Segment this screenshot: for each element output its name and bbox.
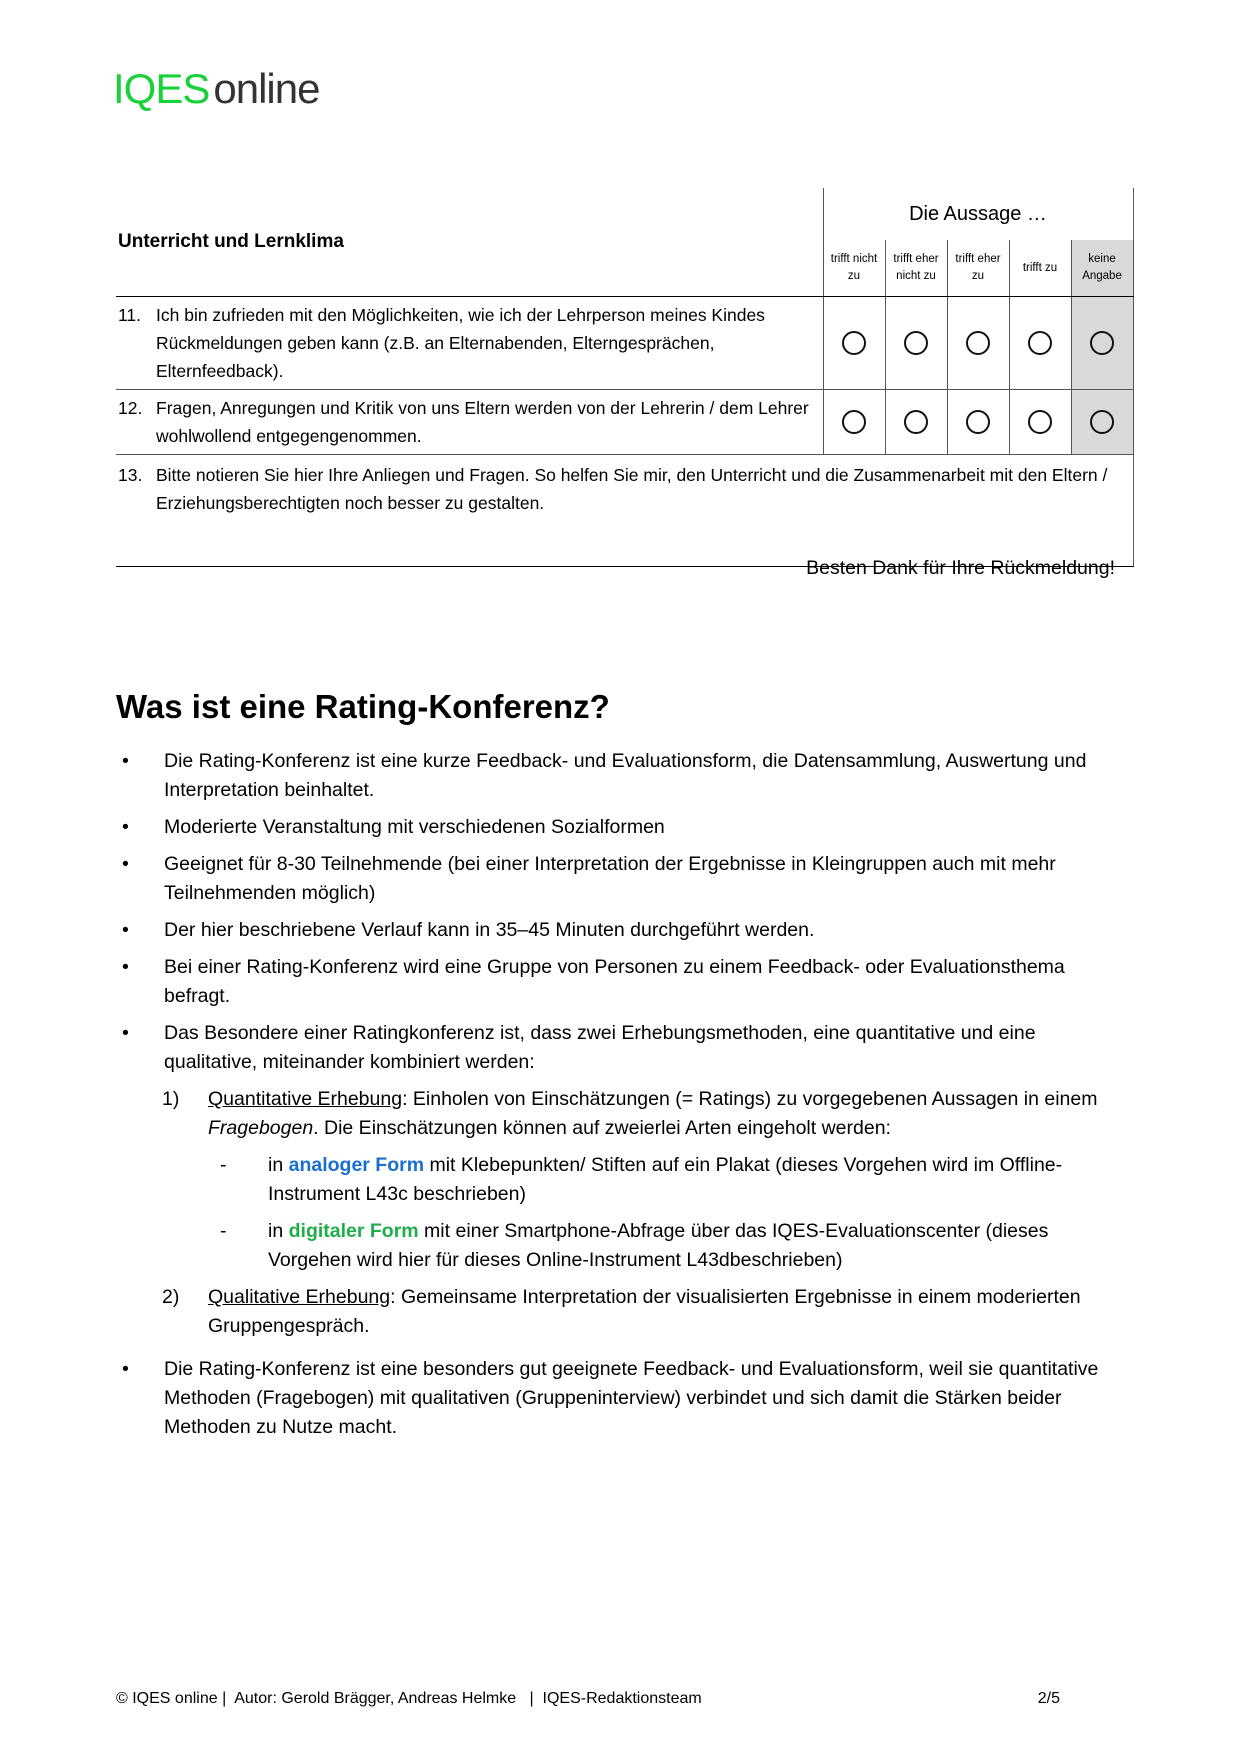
iqes-online-logo bbox=[113, 65, 320, 112]
question-row bbox=[116, 297, 1133, 390]
analog-form-highlight: analoger Form bbox=[288, 1154, 425, 1176]
thanks-text: Besten Dank für Ihre Rückmeldung! bbox=[806, 557, 1115, 579]
sub-item-digital: - in digitaler Form mit einer Smartphone-Abfrage über das IQES-Evaluationscenter (dieses Vorgehen wird hier für dieses Online-Instrument L43dbeschrieben) bbox=[220, 1220, 1049, 1271]
bullet-item: • Die Rating-Konferenz ist eine besonders gut geeignete Feedback- und Evaluationsform, weil sie quantitative Methoden (Fragebogen) mit qualitativen (Gruppeninterview) verbindet und sich damit die Stärken beider Methoden zu Nutze macht. bbox=[122, 1358, 1099, 1438]
bullet-item: • Der hier beschriebene Verlauf kann in 35–45 Minuten durchgeführt werden. bbox=[122, 919, 815, 941]
sub-item-analog: - in analoger Form mit Klebepunkten/ Stiften auf ein Plakat (dieses Vorgehen wird im Offline-Instrument L43c beschrieben) bbox=[220, 1154, 1063, 1205]
question-11: 11. Ich bin zufrieden mit den Möglichkeiten, wie ich der Lehrperson meines Kindes Rückmeldungen geben kann (z.B. an Elternabenden, Elterngesprächen, Elternfeedback). bbox=[116, 297, 823, 390]
question-row bbox=[116, 390, 1133, 455]
section-title: Unterricht und Lernklima bbox=[116, 188, 823, 297]
bullet-item: • Das Besondere einer Ratingkonferenz ist, dass zwei Erhebungsmethoden, eine quantitative und eine qualitative, miteinander kombiniert werden: bbox=[122, 1022, 1036, 1073]
logo-iqes: IQES bbox=[113, 65, 210, 112]
radio-button[interactable] bbox=[842, 410, 866, 434]
page-footer bbox=[116, 1690, 1060, 1708]
digital-form-highlight: digitaler Form bbox=[288, 1220, 419, 1242]
method-qualitative: 2) Qualitative Erhebung: Gemeinsame Interpretation der visualisierten Ergebnisse in einem moderierten Gruppengespräch. bbox=[162, 1286, 1081, 1337]
option-header-trifft-nicht-zu: trifft nicht zu bbox=[823, 240, 885, 297]
radio-button[interactable] bbox=[1090, 331, 1114, 355]
bullet-item: • Moderierte Veranstaltung mit verschiedenen Sozialformen bbox=[122, 816, 665, 838]
article-title: Was ist eine Rating-Konferenz? bbox=[116, 688, 610, 725]
open-question-13[interactable]: 13. Bitte notieren Sie hier Ihre Anliegen und Fragen. So helfen Sie mir, den Unterricht und die Zusammenarbeit mit den Eltern / Erziehungsberechtigten noch besser zu gestalten. bbox=[116, 455, 1133, 567]
method-quantitative: 1) Quantitative Erhebung: Einholen von Einschätzungen (= Ratings) zu vorgegebenen Aussagen in einem Fragebogen. Die Einschätzungen können auf zweierlei Arten eingeholt werden: bbox=[162, 1088, 1098, 1139]
option-header-keine-angabe: keine Angabe bbox=[1071, 240, 1133, 297]
option-header-trifft-zu: trifft zu bbox=[1009, 240, 1071, 297]
bullet-item: • Geeignet für 8-30 Teilnehmende (bei einer Interpretation der Ergebnisse in Kleingruppen auch mit mehr Teilnehmenden möglich) bbox=[122, 853, 1056, 904]
radio-button[interactable] bbox=[966, 410, 990, 434]
radio-button[interactable] bbox=[842, 331, 866, 355]
scale-header: Die Aussage … bbox=[823, 188, 1133, 240]
option-header-trifft-eher-nicht-zu: trifft eher nicht zu bbox=[885, 240, 947, 297]
bullet-item: • Bei einer Rating-Konferenz wird eine Gruppe von Personen zu einem Feedback- oder Evaluationsthema befragt. bbox=[122, 956, 1065, 1007]
radio-button[interactable] bbox=[966, 331, 990, 355]
radio-button[interactable] bbox=[1028, 410, 1052, 434]
survey-table bbox=[116, 188, 1134, 567]
radio-button[interactable] bbox=[1090, 410, 1114, 434]
radio-button[interactable] bbox=[904, 410, 928, 434]
radio-button[interactable] bbox=[1028, 331, 1052, 355]
question-12: 12. Fragen, Anregungen und Kritik von uns Eltern werden von der Lehrerin / dem Lehrer wohlwollend entgegengenommen. bbox=[116, 390, 823, 455]
page-number: 2/5 bbox=[1037, 1690, 1060, 1707]
radio-button[interactable] bbox=[904, 331, 928, 355]
article-body bbox=[116, 747, 1126, 1450]
footer-credits: © IQES online | Autor: Gerold Brägger, Andreas Helmke | IQES-Redaktionsteam bbox=[116, 1690, 702, 1707]
logo-online: online bbox=[213, 65, 320, 112]
bullet-item: • Die Rating-Konferenz ist eine kurze Feedback- und Evaluationsform, die Datensammlung, Auswertung und Interpretation beinhaltet. bbox=[122, 750, 1087, 801]
option-header-trifft-eher-zu: trifft eher zu bbox=[947, 240, 1009, 297]
